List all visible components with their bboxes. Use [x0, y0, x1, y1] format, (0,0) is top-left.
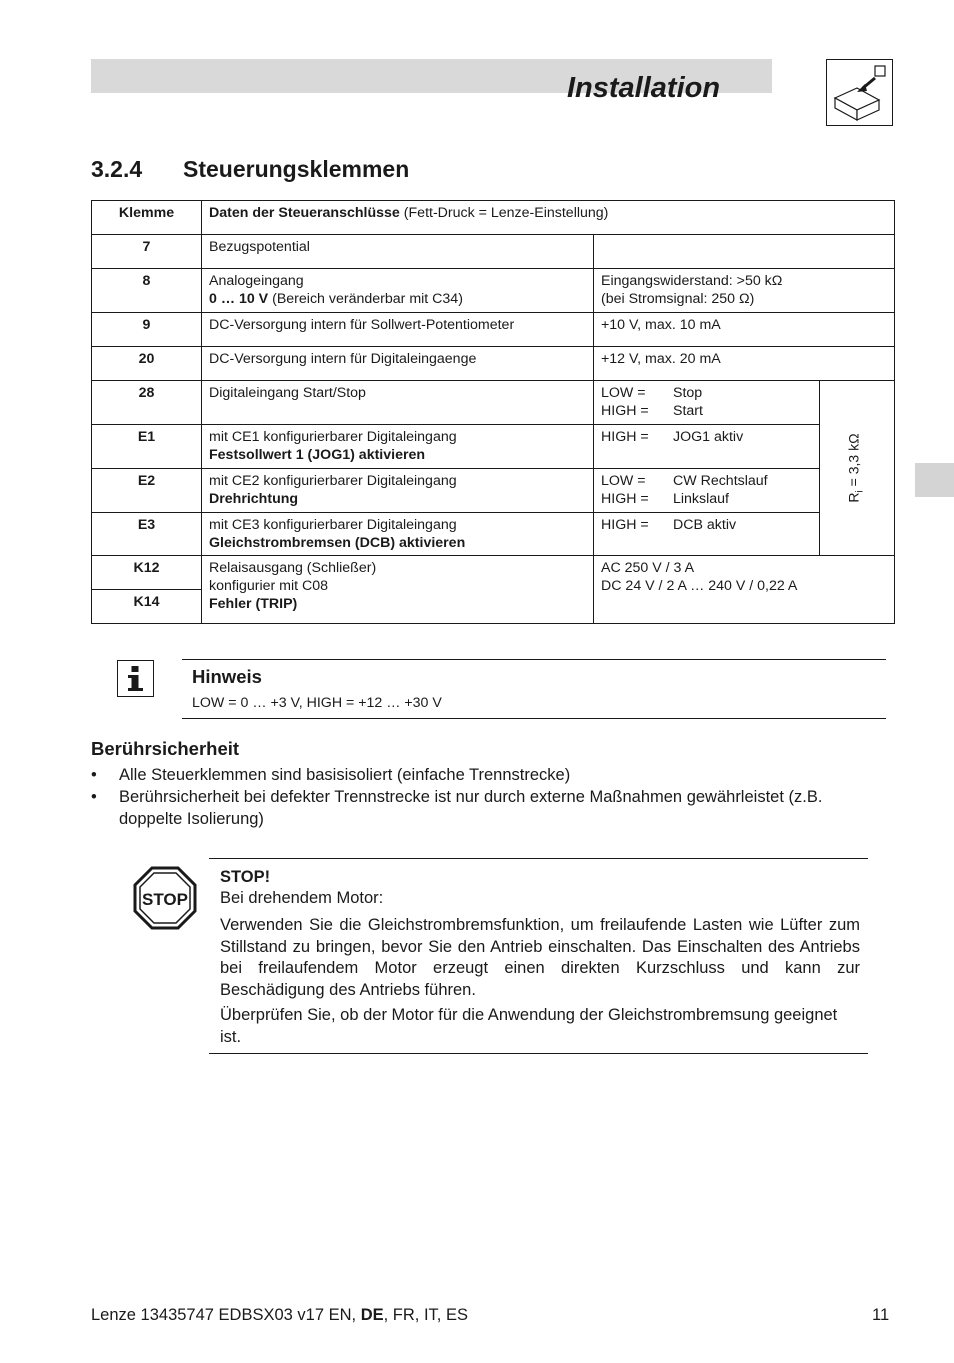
header-terminal: Klemme: [92, 201, 202, 235]
table-row: [92, 235, 895, 269]
value-text: Stop: [673, 385, 703, 401]
value-line: Eingangswiderstand: >50 kΩ: [601, 273, 783, 289]
value-label: HIGH =: [601, 403, 649, 419]
relay-value-cell: [594, 556, 895, 624]
table-row: [92, 556, 895, 590]
value-text: Start: [673, 403, 703, 419]
terminal-cell: 20: [92, 347, 202, 381]
stop-rule-bottom: [209, 1053, 868, 1054]
safety-heading: Berührsicherheit: [91, 738, 240, 759]
value-cell: [594, 469, 820, 513]
note-rule-bottom: [182, 718, 886, 719]
value-cell: [594, 269, 895, 313]
relay-value-line: AC 250 V / 3 A: [601, 560, 695, 576]
info-icon: [117, 660, 154, 697]
value-text: DCB aktiv: [673, 517, 737, 533]
bullet-symbol: •: [91, 766, 97, 784]
description-line: [209, 290, 586, 308]
value-cell: [594, 513, 820, 556]
terminal-cell: E2: [92, 469, 202, 513]
stop-paragraph: Verwenden Sie die Gleichstrombremsfunktion, um freilaufende Lasten wie Lüfter zum Stillstand zu bringen, bevor Sie den Antrieb einschalten. Das Einschalten des Antriebs bei freilaufendem Motor erzeugt einen direkten Kurzschluss und kann zur Beschädigung des Antriebs führen.: [220, 916, 860, 999]
svg-text:STOP: STOP: [142, 890, 188, 909]
table-row: [92, 513, 895, 556]
description-bold: Drehrichtung: [209, 491, 299, 507]
description-cell: Bezugspotential: [202, 235, 594, 269]
terminal-cell: 28: [92, 381, 202, 425]
table-header-row: [92, 201, 895, 235]
bullet-symbol: •: [91, 788, 97, 806]
description-cell: Digitaleingang Start/Stop: [202, 381, 594, 425]
description-cell: DC-Versorgung intern für Digitaleingaenge: [202, 347, 594, 381]
footer-doc-info: Lenze 13435747 EDBSX03 v17 EN, DE, FR, IT, ES: [91, 1306, 468, 1324]
terminal-cell: E3: [92, 513, 202, 556]
description-cell: [202, 513, 594, 556]
value-cell: [594, 425, 820, 469]
relay-value-line: DC 24 V / 2 A … 240 V / 0,22 A: [601, 578, 798, 594]
input-resistance-cell: [820, 381, 895, 556]
stop-rule-top: [209, 858, 868, 859]
description-rest: (Bereich veränderbar mit C34): [272, 291, 463, 307]
description-cell: [202, 469, 594, 513]
terminal-table: [91, 200, 895, 624]
side-tab-marker: [915, 463, 954, 497]
value-cell: +10 V, max. 10 mA: [594, 313, 895, 347]
description-cell: [202, 269, 594, 313]
description-cell: [202, 425, 594, 469]
value-label: LOW =: [601, 385, 646, 401]
relay-line-bold: Fehler (TRIP): [209, 596, 298, 612]
page-number: 11: [872, 1306, 890, 1324]
list-item: [91, 765, 891, 787]
table-row: [92, 313, 895, 347]
description-line: mit CE1 konfigurierbarer Digitaleingang: [209, 429, 457, 445]
note-title: Hinweis: [192, 666, 262, 687]
section-number: 3.2.4: [91, 156, 143, 182]
header-data-bold: Daten der Steueranschlüsse: [209, 205, 400, 221]
description-bold: 0 … 10 V: [209, 291, 269, 307]
note-rule-top: [182, 659, 886, 660]
installation-box-icon: [826, 59, 893, 126]
terminal-cell: E1: [92, 425, 202, 469]
value-label: HIGH =: [601, 517, 649, 533]
relay-line: Relaisausgang (Schließer): [209, 560, 377, 576]
relay-line: konfigurier mit C08: [209, 578, 329, 594]
terminal-cell: 7: [92, 235, 202, 269]
table-row: [92, 381, 895, 425]
value-text: Linkslauf: [673, 491, 729, 507]
list-item: [91, 787, 891, 831]
stop-line: Bei drehendem Motor:: [220, 889, 384, 907]
description-line: mit CE2 konfigurierbarer Digitaleingang: [209, 473, 457, 489]
terminal-cell: K14: [92, 590, 202, 624]
stop-sign-icon: [133, 866, 197, 930]
note-text: LOW = 0 … +3 V, HIGH = +12 … +30 V: [192, 695, 442, 711]
relay-description-cell: [202, 556, 594, 624]
value-cell: [594, 235, 895, 269]
description-line: Analogeingang: [209, 273, 304, 289]
description-line: mit CE3 konfigurierbarer Digitaleingang: [209, 517, 457, 533]
value-label: HIGH =: [601, 429, 649, 445]
value-label: LOW =: [601, 473, 646, 489]
bullet-text: Alle Steuerklemmen sind basisisoliert (einfache Trennstrecke): [119, 766, 571, 784]
value-text: JOG1 aktiv: [673, 429, 744, 445]
value-cell: [594, 381, 820, 425]
terminal-cell: 8: [92, 269, 202, 313]
header-title: Installation: [567, 72, 721, 104]
header-data: [202, 201, 895, 235]
table-row: [92, 269, 895, 313]
value-cell: +12 V, max. 20 mA: [594, 347, 895, 381]
terminal-cell: K12: [92, 556, 202, 590]
stop-title: STOP!: [220, 868, 271, 886]
section-title: Steuerungsklemmen: [183, 156, 410, 182]
table-row: [92, 425, 895, 469]
header-data-note: (Fett-Druck = Lenze-Einstellung): [403, 205, 609, 221]
value-label: HIGH =: [601, 491, 649, 507]
value-line: (bei Stromsignal: 250 Ω): [601, 291, 755, 307]
description-bold: Festsollwert 1 (JOG1) aktivieren: [209, 447, 426, 463]
value-text: CW Rechtslauf: [673, 473, 768, 489]
description-bold: Gleichstrombremsen (DCB) aktivieren: [209, 535, 466, 551]
description-cell: DC-Versorgung intern für Sollwert-Potentiometer: [202, 313, 594, 347]
terminal-cell: 9: [92, 313, 202, 347]
table-row: [92, 469, 895, 513]
bullet-text: Berührsicherheit bei defekter Trennstrecke ist nur durch externe Maßnahmen gewährleistet (z.B. doppelte Isolierung): [119, 788, 823, 828]
stop-paragraph: Überprüfen Sie, ob der Motor für die Anwendung der Gleichstrombremsung geeignet ist.: [220, 1006, 838, 1046]
table-row: [92, 347, 895, 381]
input-resistance-label: $R_i = 3,3$ kΩ: [845, 433, 866, 503]
